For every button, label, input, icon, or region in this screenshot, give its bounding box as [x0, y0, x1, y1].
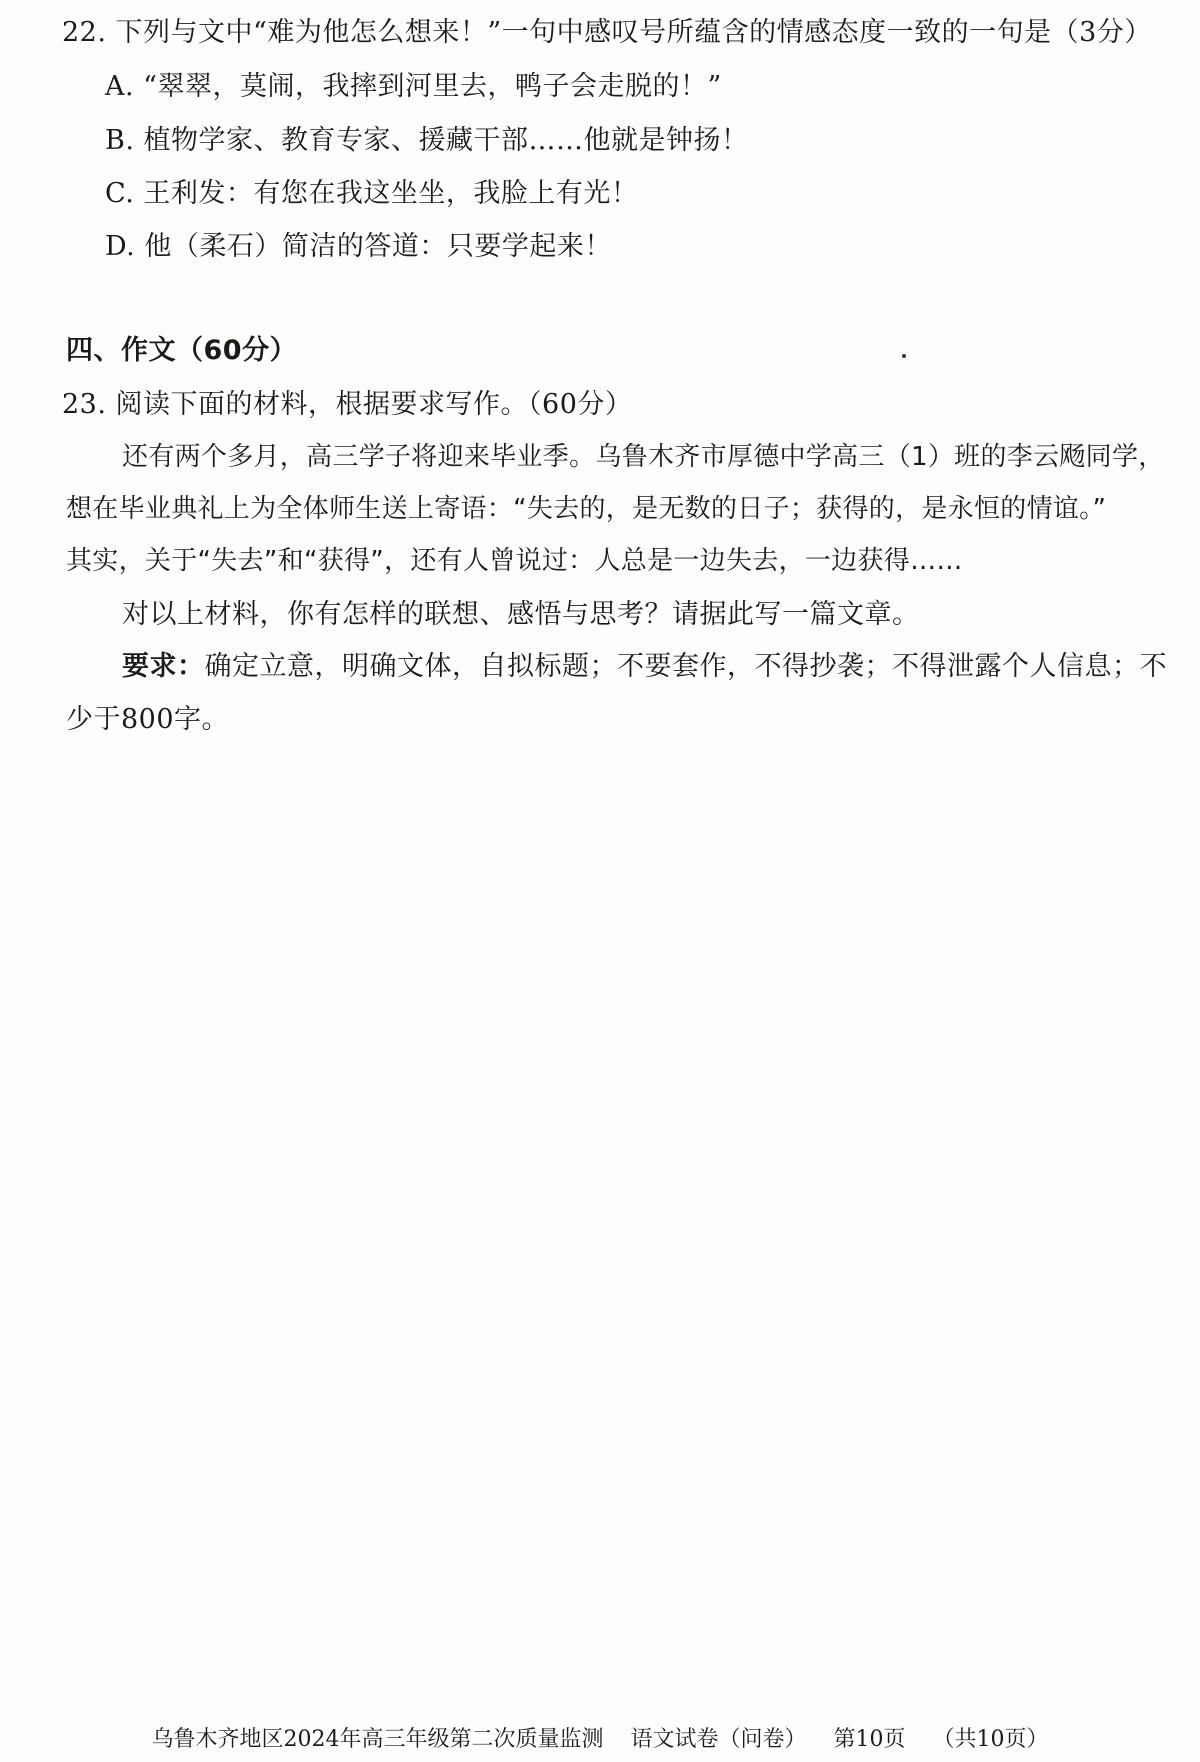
- requirements-line-1: [122, 650, 1167, 684]
- material-paragraph-line-3: 其实，关于“失去”和“获得”，还有人曾说过：人总是一边失去，一边获得……: [66, 546, 963, 576]
- footer-exam-title: 乌鲁木齐地区2024年高三年级第二次质量监测: [151, 1727, 604, 1752]
- footer-page-number: 第10页: [833, 1727, 906, 1752]
- question-22-option-a: A. “翠翠，莫闹，我摔到河里去，鸭子会走脱的！”: [105, 71, 722, 102]
- writing-prompt: 对以上材料，你有怎样的联想、感悟与思考？请据此写一篇文章。: [122, 599, 920, 630]
- requirements-line-2: 少于800字。: [66, 704, 230, 735]
- question-22-stem: 22. 下列与文中“难为他怎么想来！”一句中感叹号所蕴含的情感态度一致的一句是（3分）: [62, 17, 1152, 48]
- question-22-option-d: D. 他（柔石）简洁的答道：只要学起来！: [105, 231, 612, 262]
- footer-total-pages: （共10页）: [932, 1727, 1049, 1752]
- question-22-option-c: C. 王利发：有您在我这坐坐，我脸上有光！: [105, 178, 639, 209]
- section-heading-composition: 四、作文（60分）: [66, 335, 298, 366]
- requirements-label: 要求：: [122, 651, 205, 682]
- scan-speck: [902, 354, 906, 358]
- material-paragraph-line-2: 想在毕业典礼上为全体师生送上寄语：“失去的，是无数的日子；获得的，是永恒的情谊。”: [66, 494, 1107, 524]
- page-footer: [0, 1725, 1200, 1755]
- footer-paper-title: 语文试卷（问卷）: [630, 1727, 807, 1752]
- question-22-option-b: B. 植物学家、教育专家、援藏干部……他就是钟扬！: [105, 125, 749, 156]
- requirements-text: 确定立意，明确文体，自拟标题；不要套作，不得抄袭；不得泄露个人信息；不: [204, 651, 1167, 682]
- material-paragraph-line-1: 还有两个多月，高三学子将迎来毕业季。乌鲁木齐市厚德中学高三（1）班的李云飏同学，: [122, 442, 1165, 472]
- question-23-stem: 23. 阅读下面的材料，根据要求写作。（60分）: [62, 389, 633, 420]
